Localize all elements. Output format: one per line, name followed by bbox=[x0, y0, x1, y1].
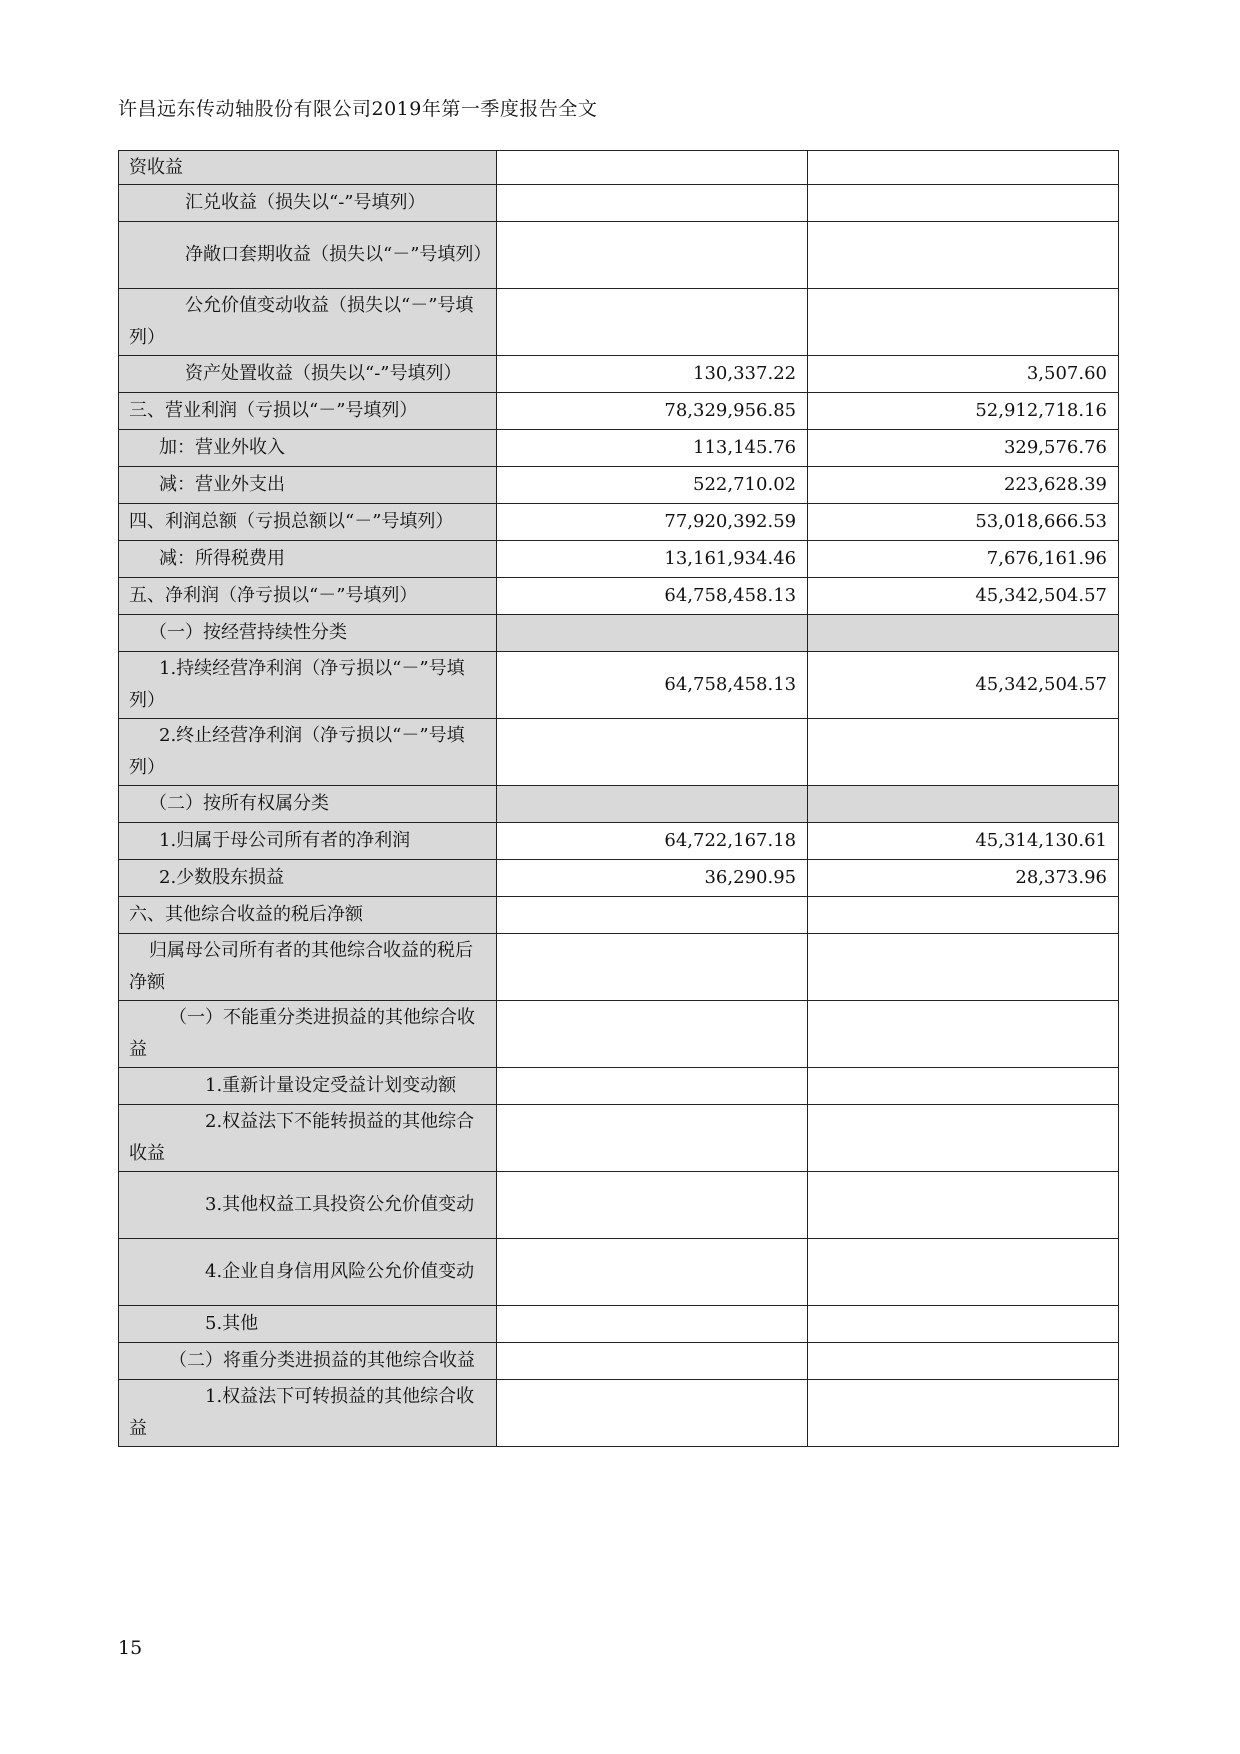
row-label: 三、营业利润（亏损以“－”号填列） bbox=[119, 393, 497, 430]
table-row bbox=[119, 430, 1119, 467]
row-label: 公允价值变动收益（损失以“－”号填列） bbox=[119, 289, 497, 356]
table-row bbox=[119, 934, 1119, 1001]
table-row bbox=[119, 222, 1119, 289]
prior-period-value bbox=[808, 289, 1119, 356]
row-label: 1.重新计量设定受益计划变动额 bbox=[119, 1068, 497, 1105]
table-row bbox=[119, 1068, 1119, 1105]
row-label: 减：所得税费用 bbox=[119, 541, 497, 578]
row-label: 四、利润总额（亏损总额以“－”号填列） bbox=[119, 504, 497, 541]
prior-period-value bbox=[808, 1068, 1119, 1105]
row-label: 六、其他综合收益的税后净额 bbox=[119, 897, 497, 934]
prior-period-value bbox=[808, 1343, 1119, 1380]
table-row bbox=[119, 897, 1119, 934]
prior-period-value: 329,576.76 bbox=[808, 430, 1119, 467]
current-period-value: 78,329,956.85 bbox=[497, 393, 808, 430]
current-period-value bbox=[497, 185, 808, 222]
current-period-value bbox=[497, 615, 808, 652]
table-row bbox=[119, 356, 1119, 393]
row-label: （二）将重分类进损益的其他综合收益 bbox=[119, 1343, 497, 1380]
current-period-value: 64,722,167.18 bbox=[497, 823, 808, 860]
table-row bbox=[119, 615, 1119, 652]
current-period-value bbox=[497, 1343, 808, 1380]
row-label: 资产处置收益（损失以“-”号填列） bbox=[119, 356, 497, 393]
income-statement-table bbox=[118, 150, 1119, 1447]
table-row bbox=[119, 1001, 1119, 1068]
current-period-value bbox=[497, 1105, 808, 1172]
table-row bbox=[119, 1343, 1119, 1380]
current-period-value bbox=[497, 1380, 808, 1447]
current-period-value bbox=[497, 1239, 808, 1306]
page-number: 15 bbox=[118, 1637, 143, 1659]
current-period-value bbox=[497, 719, 808, 786]
row-label: 汇兑收益（损失以“-”号填列） bbox=[119, 185, 497, 222]
prior-period-value: 45,314,130.61 bbox=[808, 823, 1119, 860]
current-period-value: 522,710.02 bbox=[497, 467, 808, 504]
row-label: 5.其他 bbox=[119, 1306, 497, 1343]
row-label: （一）按经营持续性分类 bbox=[119, 615, 497, 652]
current-period-value bbox=[497, 934, 808, 1001]
prior-period-value bbox=[808, 615, 1119, 652]
row-label: 1.归属于母公司所有者的净利润 bbox=[119, 823, 497, 860]
current-period-value bbox=[497, 222, 808, 289]
table-row bbox=[119, 719, 1119, 786]
table-row bbox=[119, 1239, 1119, 1306]
current-period-value bbox=[497, 1172, 808, 1239]
table-row bbox=[119, 1105, 1119, 1172]
current-period-value bbox=[497, 786, 808, 823]
table-row bbox=[119, 1306, 1119, 1343]
table-row bbox=[119, 541, 1119, 578]
table-row bbox=[119, 786, 1119, 823]
prior-period-value bbox=[808, 1380, 1119, 1447]
table-row bbox=[119, 1172, 1119, 1239]
table-row bbox=[119, 578, 1119, 615]
prior-period-value bbox=[808, 185, 1119, 222]
row-label: 3.其他权益工具投资公允价值变动 bbox=[119, 1172, 497, 1239]
table-row bbox=[119, 393, 1119, 430]
row-label: 1.持续经营净利润（净亏损以“－”号填列） bbox=[119, 652, 497, 719]
prior-period-value: 45,342,504.57 bbox=[808, 578, 1119, 615]
prior-period-value bbox=[808, 1001, 1119, 1068]
row-label: 减：营业外支出 bbox=[119, 467, 497, 504]
prior-period-value bbox=[808, 934, 1119, 1001]
prior-period-value bbox=[808, 1239, 1119, 1306]
prior-period-value: 3,507.60 bbox=[808, 356, 1119, 393]
current-period-value: 64,758,458.13 bbox=[497, 578, 808, 615]
table-row bbox=[119, 504, 1119, 541]
prior-period-value: 53,018,666.53 bbox=[808, 504, 1119, 541]
row-label: 五、净利润（净亏损以“－”号填列） bbox=[119, 578, 497, 615]
current-period-value bbox=[497, 1306, 808, 1343]
row-label: 2.权益法下不能转损益的其他综合收益 bbox=[119, 1105, 497, 1172]
prior-period-value: 52,912,718.16 bbox=[808, 393, 1119, 430]
current-period-value: 64,758,458.13 bbox=[497, 652, 808, 719]
row-label: 1.权益法下可转损益的其他综合收益 bbox=[119, 1380, 497, 1447]
prior-period-value bbox=[808, 1306, 1119, 1343]
table-row bbox=[119, 185, 1119, 222]
prior-period-value bbox=[808, 1172, 1119, 1239]
table-row bbox=[119, 289, 1119, 356]
prior-period-value bbox=[808, 151, 1119, 185]
row-label: 4.企业自身信用风险公允价值变动 bbox=[119, 1239, 497, 1306]
table-row bbox=[119, 823, 1119, 860]
prior-period-value bbox=[808, 1105, 1119, 1172]
current-period-value: 77,920,392.59 bbox=[497, 504, 808, 541]
table-row bbox=[119, 1380, 1119, 1447]
table-row bbox=[119, 652, 1119, 719]
table-row bbox=[119, 860, 1119, 897]
prior-period-value bbox=[808, 786, 1119, 823]
current-period-value: 13,161,934.46 bbox=[497, 541, 808, 578]
current-period-value: 130,337.22 bbox=[497, 356, 808, 393]
row-label: 资收益 bbox=[119, 151, 497, 185]
row-label: 加：营业外收入 bbox=[119, 430, 497, 467]
prior-period-value bbox=[808, 222, 1119, 289]
current-period-value bbox=[497, 1001, 808, 1068]
current-period-value bbox=[497, 897, 808, 934]
row-label: 净敞口套期收益（损失以“－”号填列） bbox=[119, 222, 497, 289]
document-header-title: 许昌远东传动轴股份有限公司2019年第一季度报告全文 bbox=[118, 98, 598, 120]
current-period-value: 36,290.95 bbox=[497, 860, 808, 897]
table-row bbox=[119, 467, 1119, 504]
prior-period-value bbox=[808, 719, 1119, 786]
prior-period-value: 223,628.39 bbox=[808, 467, 1119, 504]
row-label: （一）不能重分类进损益的其他综合收益 bbox=[119, 1001, 497, 1068]
prior-period-value bbox=[808, 897, 1119, 934]
current-period-value bbox=[497, 151, 808, 185]
prior-period-value: 28,373.96 bbox=[808, 860, 1119, 897]
current-period-value bbox=[497, 289, 808, 356]
table-row bbox=[119, 151, 1119, 185]
row-label: 2.终止经营净利润（净亏损以“－”号填列） bbox=[119, 719, 497, 786]
prior-period-value: 7,676,161.96 bbox=[808, 541, 1119, 578]
row-label: 2.少数股东损益 bbox=[119, 860, 497, 897]
current-period-value bbox=[497, 1068, 808, 1105]
prior-period-value: 45,342,504.57 bbox=[808, 652, 1119, 719]
row-label: （二）按所有权属分类 bbox=[119, 786, 497, 823]
current-period-value: 113,145.76 bbox=[497, 430, 808, 467]
row-label: 归属母公司所有者的其他综合收益的税后净额 bbox=[119, 934, 497, 1001]
